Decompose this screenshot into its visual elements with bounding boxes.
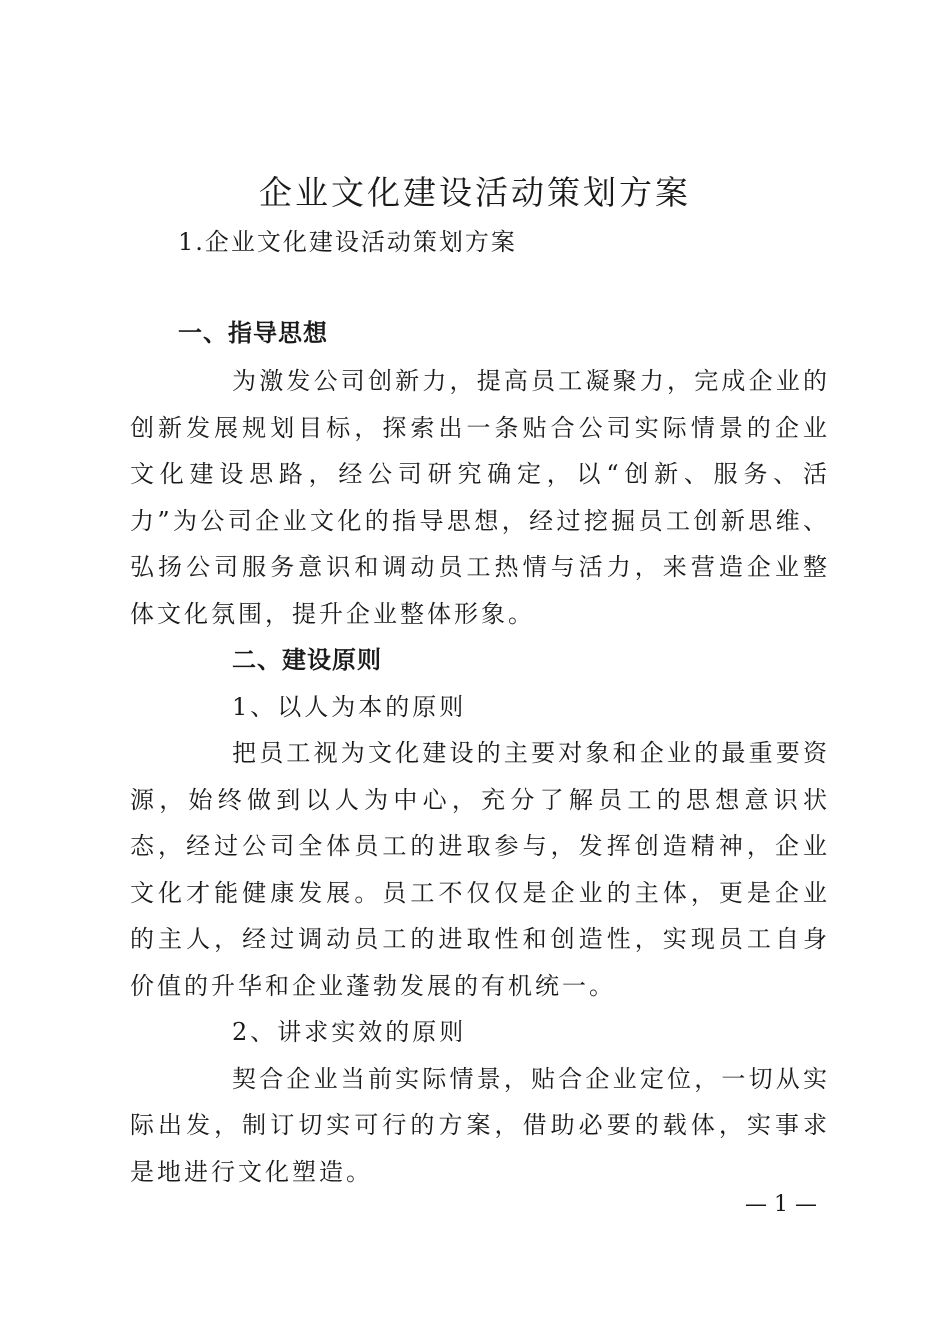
section-heading-principles: 二、建设原则 bbox=[232, 646, 382, 674]
page-number: — 1 — bbox=[745, 1192, 817, 1217]
principle-title-people-oriented: 1、以人为本的原则 bbox=[232, 692, 467, 721]
paragraph-people-oriented: 把员工视为文化建设的主要对象和企业的最重要资源，始终做到以人为中心，充分了解员工的思想意识状态，经过公司全体员工的进取参与，发挥创造精神，企业文化才能健康发展。员工不仅仅是企业的主体，更是企业的主人，经过调动员工的进取性和创造性，实现员工自身价值的升华和企业蓬勃发展的有机统一。 bbox=[130, 739, 830, 1000]
document-body bbox=[130, 358, 830, 1195]
section-heading-guiding-thought: 一、指导思想 bbox=[178, 319, 328, 347]
paragraph-practical-results: 契合企业当前实际情景，贴合企业定位，一切从实际出发，制订切实可行的方案，借助必要的载体，实事求是地进行文化塑造。 bbox=[130, 1064, 830, 1186]
paragraph-guiding-thought: 为激发公司创新力，提高员工凝聚力，完成企业的创新发展规划目标，探索出一条贴合公司实际情景的企业文化建设思路，经公司研究确定，以“创新、服务、活力”为公司企业文化的指导思想，经过挖掘员工创新思维、弘扬公司服务意识和调动员工热情与活力，来营造企业整体文化氛围，提升企业整体形象。 bbox=[130, 367, 830, 628]
document-title: 企业文化建设活动策划方案 bbox=[259, 173, 691, 212]
principle-title-practical-results: 2、讲求实效的原则 bbox=[232, 1018, 467, 1046]
document-subtitle: 1.企业文化建设活动策划方案 bbox=[178, 228, 517, 256]
